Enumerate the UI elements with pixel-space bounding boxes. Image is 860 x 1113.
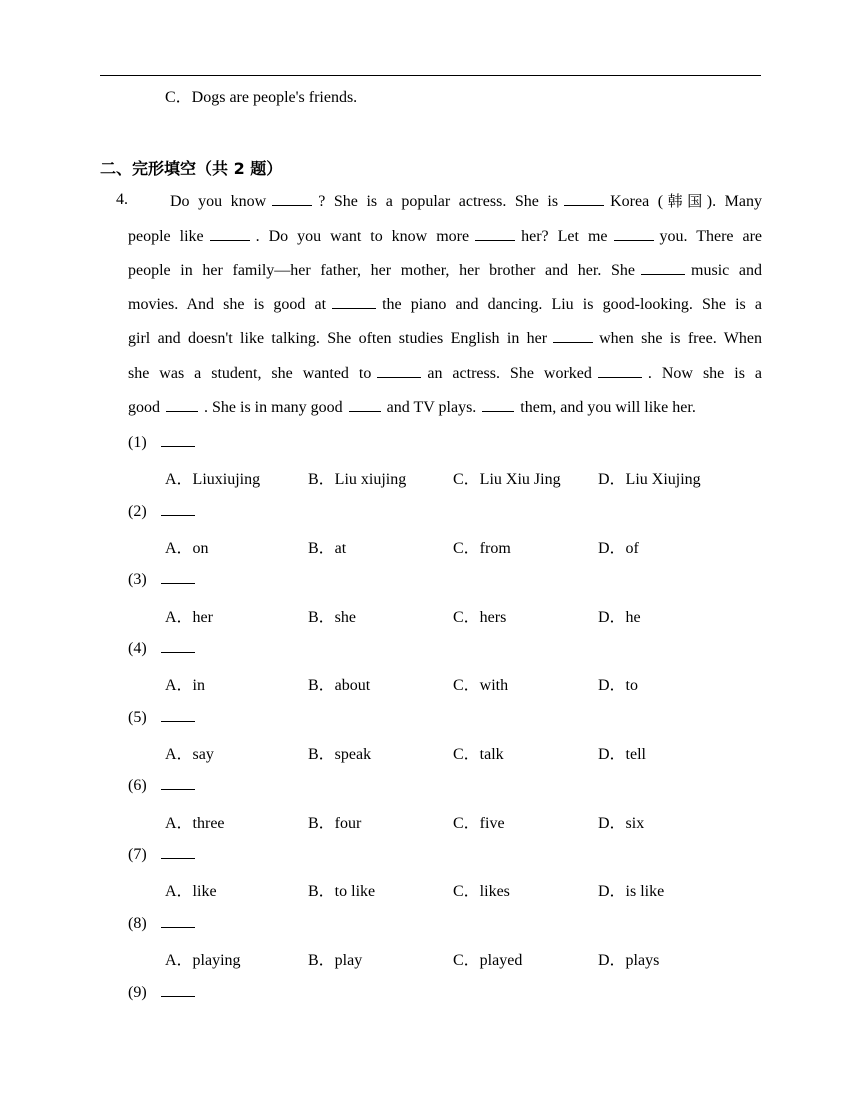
- blank-5[interactable]: [614, 226, 654, 241]
- blank-7[interactable]: [332, 294, 376, 309]
- blank-8[interactable]: [553, 328, 593, 343]
- option-c[interactable]: C．played: [453, 952, 523, 969]
- passage-line-1: Do you know ? She is a popular actress. She is Korea (韩国). Many: [170, 192, 762, 210]
- blank-11[interactable]: [166, 397, 198, 412]
- option-d[interactable]: D．plays: [598, 952, 660, 969]
- section-title: 二、完形填空（共 2 题）: [100, 159, 283, 178]
- answer-blank[interactable]: [161, 501, 195, 516]
- passage-line-2: people like . Do you want to know more her? Let me you. There are: [128, 228, 763, 245]
- option-d[interactable]: D．to: [598, 677, 639, 694]
- item-number: (7): [128, 844, 195, 864]
- blank-12[interactable]: [349, 397, 381, 412]
- option-d[interactable]: D．is like: [598, 883, 665, 900]
- passage-line-6: she was a student, she wanted to an actress. She worked . Now she is a: [128, 365, 762, 382]
- question-number: 4.: [116, 191, 128, 208]
- blank-6[interactable]: [641, 260, 685, 275]
- blank-3[interactable]: [210, 226, 250, 241]
- option-c[interactable]: C．with: [453, 677, 509, 694]
- blank-2[interactable]: [564, 191, 604, 206]
- option-c[interactable]: C．likes: [453, 883, 510, 900]
- previous-option-c: C．Dogs are people's friends.: [165, 89, 358, 106]
- blank-13[interactable]: [482, 397, 514, 412]
- passage-line-7: good . She is in many good and TV plays. them, and you will like her.: [128, 399, 696, 416]
- answer-blank[interactable]: [161, 844, 195, 859]
- option-b[interactable]: B．speak: [308, 746, 372, 763]
- option-d[interactable]: D．tell: [598, 746, 646, 763]
- item-number: (3): [128, 569, 195, 589]
- passage-line-3: people in her family—her father, her mother, her brother and her. She music and: [128, 262, 762, 279]
- passage-line-4: movies. And she is good at the piano and dancing. Liu is good-looking. She is a: [128, 296, 762, 313]
- blank-9[interactable]: [377, 363, 421, 378]
- passage-line-5: girl and doesn't like talking. She often studies English in her when she is free. When: [128, 330, 762, 347]
- item-number: (1): [128, 432, 195, 452]
- option-b[interactable]: B．four: [308, 815, 362, 832]
- option-b[interactable]: B．at: [308, 540, 347, 557]
- option-a[interactable]: A．Liuxiujing: [165, 471, 261, 488]
- option-a[interactable]: A．playing: [165, 952, 241, 969]
- answer-blank[interactable]: [161, 775, 195, 790]
- option-c[interactable]: C．talk: [453, 746, 504, 763]
- option-a[interactable]: A．in: [165, 677, 206, 694]
- blank-10[interactable]: [598, 363, 642, 378]
- item-number: (2): [128, 501, 195, 521]
- item-number: (4): [128, 638, 195, 658]
- answer-blank[interactable]: [161, 707, 195, 722]
- option-c[interactable]: C．hers: [453, 609, 507, 626]
- option-a[interactable]: A．three: [165, 815, 225, 832]
- option-c[interactable]: C．Liu Xiu Jing: [453, 471, 561, 488]
- item-number: (5): [128, 707, 195, 727]
- option-c[interactable]: C．five: [453, 815, 505, 832]
- option-b[interactable]: B．to like: [308, 883, 376, 900]
- item-number: (6): [128, 775, 195, 795]
- item-number: (8): [128, 913, 195, 933]
- option-d[interactable]: D．six: [598, 815, 645, 832]
- option-a[interactable]: A．on: [165, 540, 209, 557]
- answer-blank[interactable]: [161, 982, 195, 997]
- option-b[interactable]: B．play: [308, 952, 363, 969]
- blank-4[interactable]: [475, 226, 515, 241]
- answer-blank[interactable]: [161, 638, 195, 653]
- option-b[interactable]: B．about: [308, 677, 371, 694]
- option-a[interactable]: A．like: [165, 883, 217, 900]
- answer-blank[interactable]: [161, 913, 195, 928]
- option-d[interactable]: D．of: [598, 540, 639, 557]
- answer-blank[interactable]: [161, 569, 195, 584]
- option-b[interactable]: B．she: [308, 609, 357, 626]
- item-number: (9): [128, 982, 195, 1002]
- blank-1[interactable]: [272, 191, 312, 206]
- option-a[interactable]: A．say: [165, 746, 214, 763]
- header-rule: [100, 75, 761, 76]
- option-c[interactable]: C．from: [453, 540, 511, 557]
- option-a[interactable]: A．her: [165, 609, 213, 626]
- option-d[interactable]: D．Liu Xiujing: [598, 471, 701, 488]
- option-b[interactable]: B．Liu xiujing: [308, 471, 407, 488]
- option-d[interactable]: D．he: [598, 609, 641, 626]
- answer-blank[interactable]: [161, 432, 195, 447]
